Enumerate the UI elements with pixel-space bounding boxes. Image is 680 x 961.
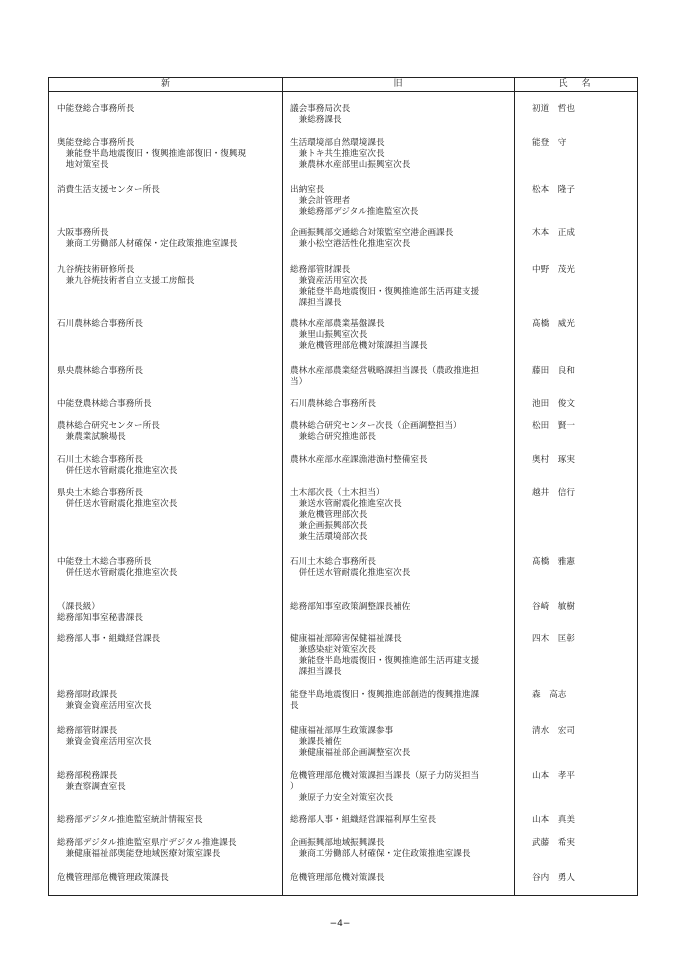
new-position: 石川土木総合事務所長 併任送水管耐震化推進室次長 <box>57 455 178 476</box>
header-name: 氏名 <box>558 79 605 89</box>
person-name: 奥村 琢実 <box>532 455 575 465</box>
person-name: 四木 匡彰 <box>532 634 575 644</box>
person-name: 谷崎 敏樹 <box>532 602 575 612</box>
old-position: 危機管理部危機対策課担当課長（原子力防災担当 ） 兼原子力安全対策室次長 <box>290 771 480 803</box>
new-position: 農林総合研究センター所長 兼農業試験場長 <box>57 421 160 442</box>
new-position: 奥能登総合事務所長 兼能登半島地震復旧・復興推進部復旧・復興現 地対策室長 <box>57 138 247 170</box>
person-name: 山本 真美 <box>532 815 575 825</box>
new-position: 県央土木総合事務所長 併任送水管耐震化推進室次長 <box>57 488 178 509</box>
old-position: 危機管理部危機対策課長 <box>290 873 385 883</box>
new-position: 総務部税務課長 兼査察調査室長 <box>57 771 126 792</box>
header-new: 新 <box>160 79 170 89</box>
person-name: 池田 俊文 <box>532 399 575 409</box>
person-name: 松本 隆子 <box>532 185 575 195</box>
person-name: 初道 哲也 <box>532 104 575 114</box>
new-position: 中能登農林総合事務所長 <box>57 399 152 409</box>
new-position: 消費生活支援センター所長 <box>57 185 160 195</box>
person-name: 髙橋 雅憲 <box>532 557 575 567</box>
new-position: 総務部管財課長 兼資金資産活用室次長 <box>57 726 152 747</box>
new-position: 県央農林総合事務所長 <box>57 366 143 376</box>
old-position: 総務部人事・組織経営課福利厚生室長 <box>290 815 437 825</box>
old-position: 生活環境部自然環境課長 兼トキ共生推進室次長 兼農林水産部里山振興室次長 <box>290 138 411 170</box>
new-position: 総務部財政課長 兼資金資産活用室次長 <box>57 690 152 711</box>
column-divider <box>514 78 515 895</box>
personnel-table <box>48 77 638 896</box>
old-position: 能登半島地震復旧・復興推進部創造的復興推進課 長 <box>290 690 480 711</box>
old-position: 農林水産部水産課漁港漁村整備室長 <box>290 455 428 465</box>
person-name: 木本 正成 <box>532 228 575 238</box>
new-position: 中能登総合事務所長 <box>57 104 135 114</box>
old-position: 総務部管財課長 兼資産活用室次長 兼能登半島地震復旧・復興推進部生活再建支援 課担当課長 <box>290 265 480 308</box>
person-name: 谷内 勇人 <box>532 873 575 883</box>
old-position: 議会事務局次長 兼総務課長 <box>290 104 351 125</box>
old-position: 総務部知事室政策調整課長補佐 <box>290 602 411 612</box>
old-position: 土木部次長（土木担当） 兼送水管耐震化推進室次長 兼危機管理部次長 兼企画振興部次長 兼生活環境部次長 <box>290 488 402 542</box>
old-position: 農林水産部農業経営戦略課担当課長（農政推進担 当） <box>290 366 480 387</box>
page-number: −4− <box>329 919 351 929</box>
old-position: 健康福祉部障害保健福祉課長 兼感染症対策室次長 兼能登半島地震復旧・復興推進部生活再建支援 課担当課長 <box>290 634 480 677</box>
person-name: 武藤 希実 <box>532 838 575 848</box>
table-header <box>49 78 637 92</box>
person-name: 髙橋 威光 <box>532 319 575 329</box>
person-name: 松田 賢一 <box>532 421 575 431</box>
new-position: 危機管理部危機管理政策課長 <box>57 873 169 883</box>
new-position: 総務部デジタル推進監室統計情報室長 <box>57 815 203 825</box>
new-position: 総務部人事・組織経営課長 <box>57 634 161 644</box>
new-position: 総務部デジタル推進監室県庁デジタル推進課長 兼健康福祉部奥能登地域医療対策室課長 <box>57 838 237 859</box>
person-name: 山本 孝平 <box>532 771 575 781</box>
person-name: 藤田 良和 <box>532 366 575 376</box>
person-name: 越井 信行 <box>532 488 575 498</box>
old-position: 企画振興部地域振興課長 兼商工労働部人材確保・定住政策推進室課長 <box>290 838 471 859</box>
old-position: 石川土木総合事務所長 併任送水管耐震化推進室次長 <box>290 557 411 578</box>
new-position: 石川農林総合事務所長 <box>57 319 143 329</box>
old-position: 農林総合研究センター次長（企画調整担当） 兼総合研究推進部長 <box>290 421 462 442</box>
person-name: 森 高志 <box>532 690 567 700</box>
person-name: 中野 茂光 <box>532 265 575 275</box>
person-name: 清水 宏司 <box>532 726 575 736</box>
column-divider <box>282 78 283 895</box>
new-position: 中能登土木総合事務所長 併任送水管耐震化推進室次長 <box>57 557 178 578</box>
person-name: 能登 守 <box>532 138 567 148</box>
old-position: 石川農林総合事務所長 <box>290 399 376 409</box>
header-old: 旧 <box>393 79 403 89</box>
old-position: 出納室長 兼会計管理者 兼総務部デジタル推進監室次長 <box>290 185 419 217</box>
old-position: 企画振興部交通総合対策監室空港企画課長 兼小松空港活性化推進室次長 <box>290 228 454 249</box>
old-position: 健康福祉部厚生政策課参事 兼課長補佐 兼健康福祉部企画調整室次長 <box>290 726 411 758</box>
old-position: 農林水産部農業基盤課長 兼里山振興室次長 兼危機管理部危機対策課担当課長 <box>290 319 428 351</box>
new-position: 九谷焼技術研修所長 兼九谷焼技術者自立支援工房館長 <box>57 265 195 286</box>
new-position: 大阪事務所長 兼商工労働部人材確保・定住政策推進室課長 <box>57 228 238 249</box>
new-position: （課長級） 総務部知事室秘書課長 <box>57 602 143 623</box>
